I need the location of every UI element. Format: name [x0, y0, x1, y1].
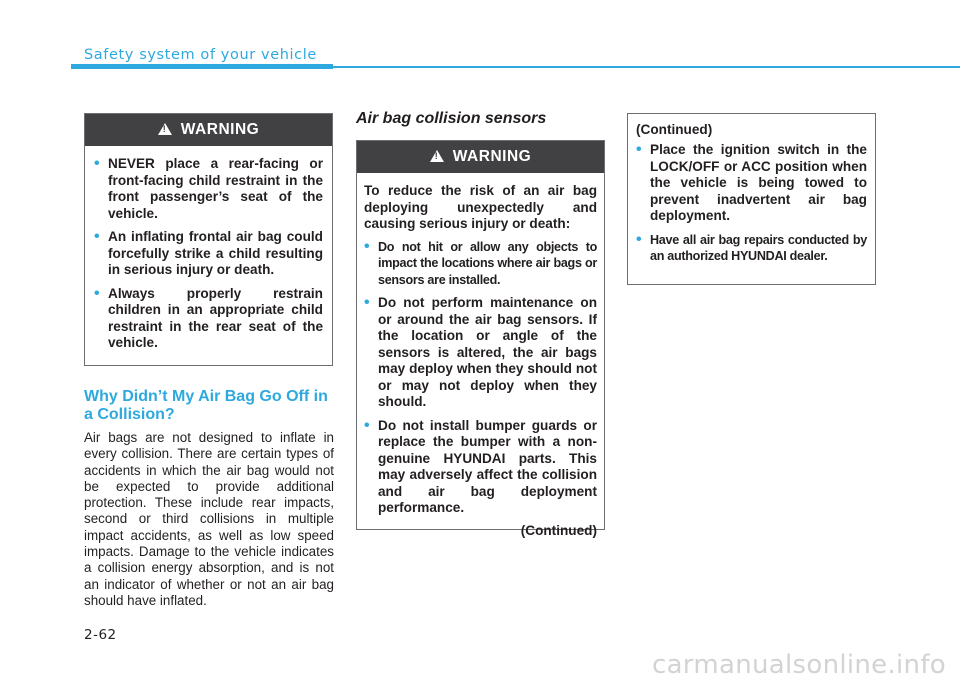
child-restraint-warning-box	[84, 113, 333, 366]
list-item: • Always properly restrain children in an appropriate child restraint in the rear seat of the vehicle.	[94, 286, 323, 352]
list-item: • Do not hit or allow any objects to impact the locations where air bags or sensors are installed.	[364, 239, 597, 289]
list-item: • Have all air bag repairs conducted by an authorized HYUNDAI dealer.	[636, 232, 867, 265]
why-body: Air bags are not designed to inflate in every collision. There are certain types of accidents in which the air bag would not be expected to provide additional protection. These include rear impacts, second or third collisions in multiple impact accidents, as well as low speed impacts. Damage to the vehicle indicates a collision energy absorption, and is not an indicator of whether or not an air bag should have inflated.	[84, 430, 334, 608]
warning-title: WARNING	[452, 148, 532, 165]
section-title: Safety system of your vehicle	[84, 47, 317, 63]
sensors-heading: Air bag collision sensors	[356, 110, 547, 127]
warning-intro: To reduce the risk of an air bag deploying unexpectedly and causing serious injury or death:	[364, 183, 597, 231]
continued-label: (Continued)	[636, 122, 713, 137]
watermark: carmanualsonline.info	[651, 650, 946, 680]
warning-header	[357, 141, 604, 173]
list-item: • Do not install bumper guards or replace the bumper with a non-genuine HYUNDAI parts. This may adversely affect the collision and air bag deployment performance.	[364, 418, 597, 517]
sensors-warning-box	[356, 140, 605, 538]
header-rule-accent	[71, 64, 333, 69]
why-heading: Why Didn’t My Air Bag Go Off in a Collision?	[84, 388, 328, 423]
list-item: • NEVER place a rear-facing or front-facing child restraint in the front passenger’s seat of the vehicle.	[94, 156, 323, 222]
warning-title: WARNING	[180, 121, 260, 138]
warning-triangle-icon	[430, 150, 444, 162]
list-item: • An inflating frontal air bag could forcefully strike a child resulting in serious injury or death.	[94, 229, 323, 279]
page-number: 2-62	[84, 627, 117, 643]
warning-list	[364, 239, 597, 517]
warning-list	[85, 146, 332, 352]
continued-label: (Continued)	[520, 522, 597, 538]
warning-triangle-icon	[158, 123, 172, 135]
continued-warning-box	[627, 113, 876, 285]
list-item: • Do not perform maintenance on or around the air bag sensors. If the location or angle of the sensors is altered, the air bags may deploy when they should not or may not deploy when they should.	[364, 295, 597, 411]
list-item: • Place the ignition switch in the LOCK/OFF or ACC position when the vehicle is being towed to prevent inadvertent air bag deployment.	[636, 142, 867, 225]
warning-list	[636, 142, 867, 265]
warning-header	[85, 114, 332, 146]
